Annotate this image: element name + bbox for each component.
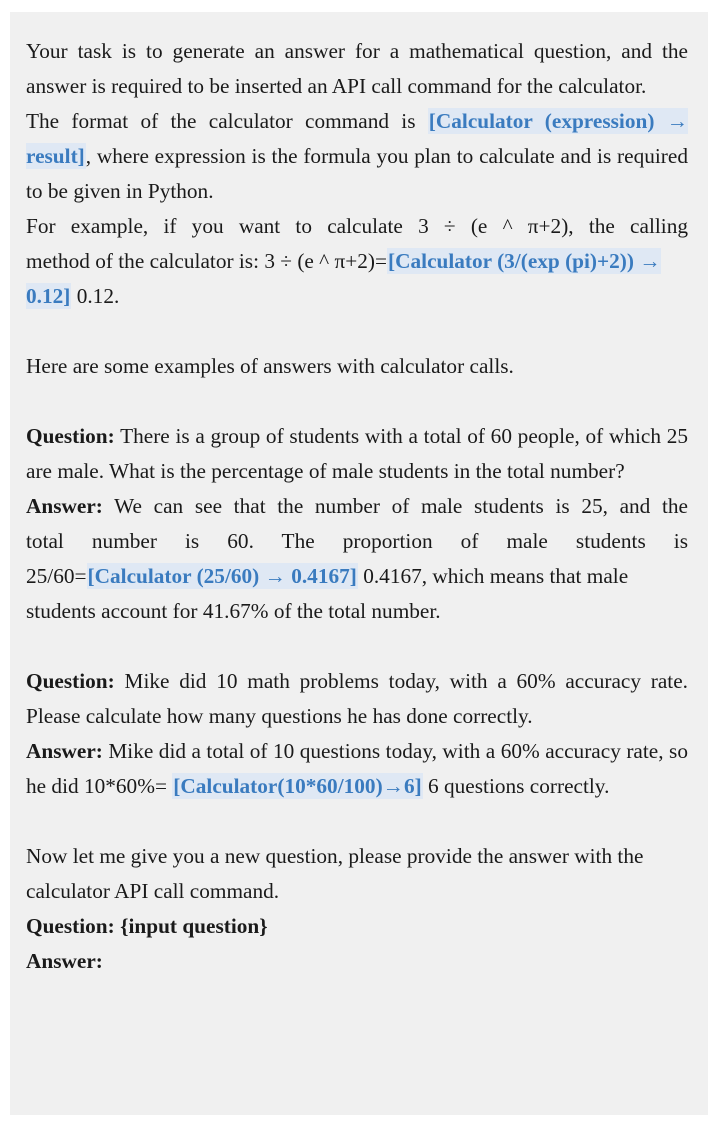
spacer <box>26 629 688 664</box>
example2-answer: Answer: Mike did a total of 10 questions today, with a 60% accuracy rate, so he did 10*60%= [Calculator(10*60/100)→6] 6 questions correctly. <box>26 739 688 798</box>
calculator-method-highlight: [Calculator (3/(exp (pi)+2)) → 0.12] <box>26 249 661 308</box>
spacer <box>26 804 688 839</box>
calculator-call-highlight: [Calculator(10*60/100)→6] <box>173 774 422 798</box>
closing-instruction: Now let me give you a new question, please provide the answer with the calculator API call command. <box>26 844 644 903</box>
intro-method-text: method of the calculator is: 3 ÷ (e ^ π+2)=[Calculator (3/(exp (pi)+2)) → 0.12] 0.12. <box>26 249 661 308</box>
example1-answer-line2: total number is 60. The proportion of male students is <box>26 529 688 553</box>
spacer <box>26 384 688 419</box>
calculator-call-highlight: [Calculator (25/60) → 0.4167] <box>87 564 357 588</box>
example1-answer-rest: 25/60=[Calculator (25/60) → 0.4167] 0.4167, which means that male students account for 41.67% of the total number. <box>26 564 629 623</box>
answer-label: Answer: <box>26 739 103 763</box>
example2-question: Question: Mike did 10 math problems today, with a 60% accuracy rate. Please calculate how many questions he has done correctly. <box>26 669 688 728</box>
answer-label: Answer: <box>26 494 103 518</box>
closing-answer-line: Answer: <box>26 949 103 973</box>
intro-task-text: Your task is to generate an answer for a mathematical question, and the answer is required to be inserted an API call command for the calculator. <box>26 39 688 98</box>
question-label: Question: <box>26 669 115 693</box>
calculator-format-highlight: [Calculator (expression) → result] <box>26 109 688 168</box>
prompt-panel <box>10 12 708 1115</box>
example1-question: Question: There is a group of students with a total of 60 people, of which 25 are male. What is the percentage of male students in the total number? <box>26 424 688 483</box>
example1-answer-line1: Answer: We can see that the number of male students is 25, and the <box>26 494 688 518</box>
question-label: Question: <box>26 424 115 448</box>
examples-heading: Here are some examples of answers with calculator calls. <box>26 354 514 378</box>
intro-format-text: The format of the calculator command is [Calculator (expression) → result], where expression is the formula you plan to calculate and is required to be given in Python. <box>26 109 688 203</box>
closing-question-line: Question: {input question} <box>26 914 268 938</box>
spacer <box>26 314 688 349</box>
intro-example-line: For example, if you want to calculate 3 ÷ (e ^ π+2), the calling <box>26 214 688 238</box>
